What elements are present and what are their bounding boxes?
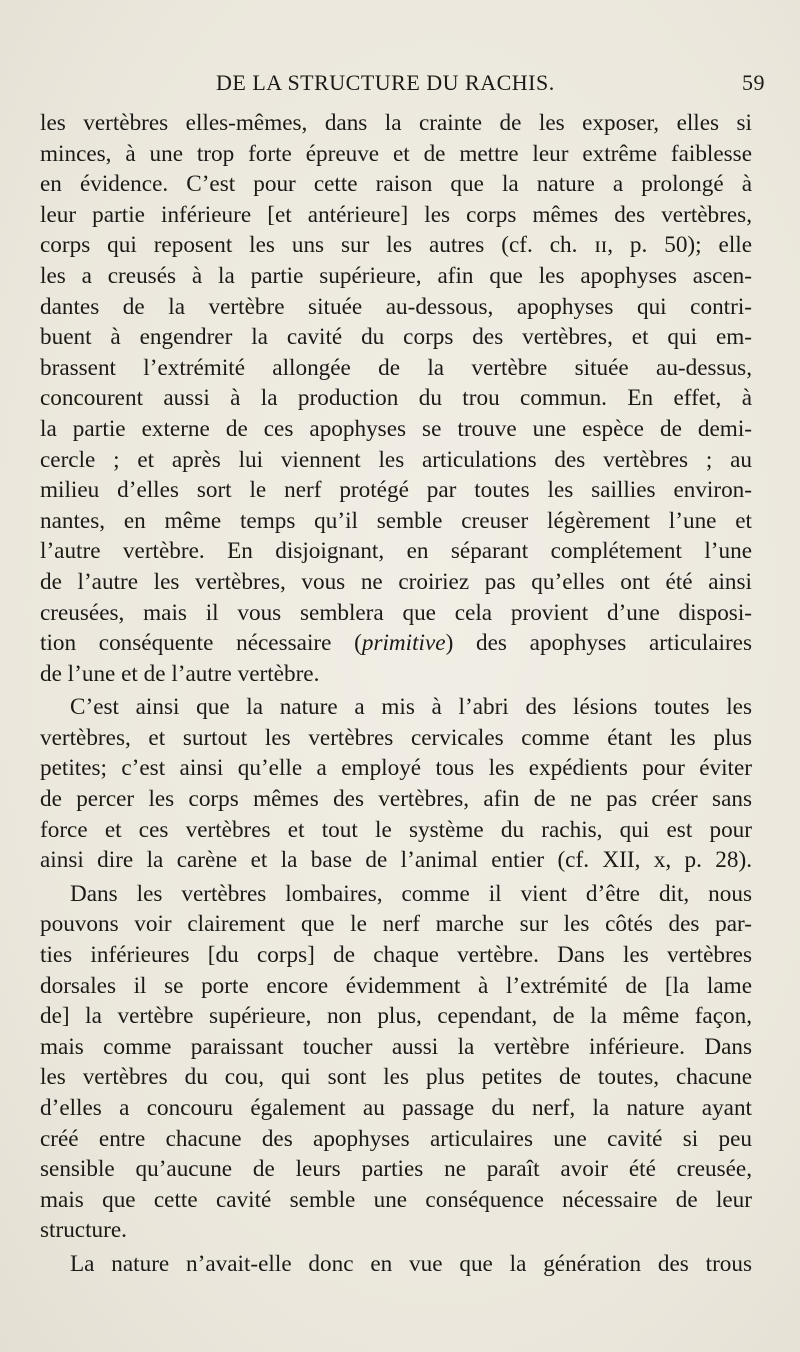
- text-line: l’autre vertèbre. En disjoignant, en séparant complétement l’une: [40, 538, 752, 565]
- text-line: concourent aussi à la production du trou commun. En effet, à: [40, 385, 752, 412]
- text-line: brassent l’extrémité allongée de la vertèbre située au-dessus,: [40, 354, 752, 381]
- text-line: creusées, mais il vous semblera que cela provient d’une disposi-: [40, 599, 752, 626]
- text-line: buent à engendrer la cavité du corps des vertèbres, et qui em-: [40, 324, 752, 351]
- text-line: les vertèbres du cou, qui sont les plus petites de toutes, chacune: [40, 1064, 752, 1091]
- text-line: les a creusés à la partie supérieure, afin que les apophyses ascen-: [40, 262, 752, 289]
- text-line: leur partie inférieure [et antérieure] les corps mêmes des vertèbres,: [40, 201, 752, 228]
- text-segment: tion conséquente nécessaire (: [40, 630, 362, 657]
- text-line: en évidence. C’est pour cette raison que la nature a prolongé à: [40, 171, 752, 198]
- text-line: corps qui reposent les uns sur les autres (cf. ch. ɪɪ, p. 50); elle: [40, 232, 752, 259]
- text-line: milieu d’elles sort le nerf protégé par toutes les saillies environ-: [40, 477, 752, 504]
- text-line: mais que cette cavité semble une conséquence nécessaire de leur: [40, 1186, 752, 1213]
- text-line: les vertèbres elles-mêmes, dans la crainte de les exposer, elles si: [40, 110, 752, 136]
- text-line: d’elles a concouru également au passage du nerf, la nature ayant: [40, 1095, 752, 1121]
- text-line: C’est ainsi que la nature a mis à l’abri des lésions toutes les: [70, 694, 752, 721]
- text-line: de l’autre les vertèbres, vous ne croiriez pas qu’elles ont été ainsi: [40, 568, 752, 595]
- text-line: de l’une et de l’autre vertèbre.: [40, 660, 320, 687]
- text-line: dantes de la vertèbre située au-dessous, apophyses qui contri-: [40, 293, 752, 320]
- running-head: [40, 70, 765, 104]
- text-segment: ) des apophyses articulaires: [445, 630, 752, 657]
- text-line: la partie externe de ces apophyses se trouve une espèce de demi-: [40, 415, 752, 442]
- body-text: [40, 108, 752, 1280]
- text-line: La nature n’avait-elle donc en vue que la génération des trous: [70, 1250, 752, 1277]
- text-line: dorsales il se porte encore évidemment à l’extrémité de [la lame: [40, 972, 752, 999]
- text-line: nantes, en même temps qu’il semble creuser légèrement l’une et: [40, 507, 752, 534]
- text-line: vertèbres, et surtout les vertèbres cervicales comme étant les plus: [40, 724, 752, 751]
- running-title: DE LA STRUCTURE DU RACHIS.: [216, 70, 555, 95]
- text-line: minces, à une trop forte épreuve et de mettre leur extrême faiblesse: [40, 140, 752, 167]
- text-line: de] la vertèbre supérieure, non plus, cependant, de la même façon,: [40, 1003, 752, 1030]
- text-line: pouvons voir clairement que le nerf marche sur les côtés des par-: [40, 911, 752, 938]
- text-line: [40, 628, 752, 659]
- text-line: force et ces vertèbres et tout le système du rachis, qui est pour: [40, 816, 752, 843]
- text-line: de percer les corps mêmes des vertèbres, afin de ne pas créer sans: [40, 786, 752, 813]
- text-line: ties inférieures [du corps] de chaque vertèbre. Dans les vertèbres: [40, 942, 752, 969]
- text-line: petites; c’est ainsi qu’elle a employé tous les expédients pour éviter: [40, 755, 752, 782]
- italic-term: primitive: [361, 630, 446, 657]
- page-number: 59: [742, 70, 765, 95]
- text-line: mais comme paraissant toucher aussi la vertèbre inférieure. Dans: [40, 1033, 752, 1060]
- text-line: ainsi dire la carène et la base de l’animal entier (cf. XII, x, p. 28).: [40, 847, 752, 874]
- text-line: créé entre chacune des apophyses articulaires une cavité si peu: [40, 1125, 752, 1152]
- text-line: structure.: [40, 1217, 127, 1244]
- text-line: cercle ; et après lui viennent les articulations des vertèbres ; au: [40, 446, 752, 473]
- text-line: sensible qu’aucune de leurs parties ne paraît avoir été creusée,: [40, 1156, 752, 1183]
- text-line: Dans les vertèbres lombaires, comme il vient d’être dit, nous: [70, 880, 752, 907]
